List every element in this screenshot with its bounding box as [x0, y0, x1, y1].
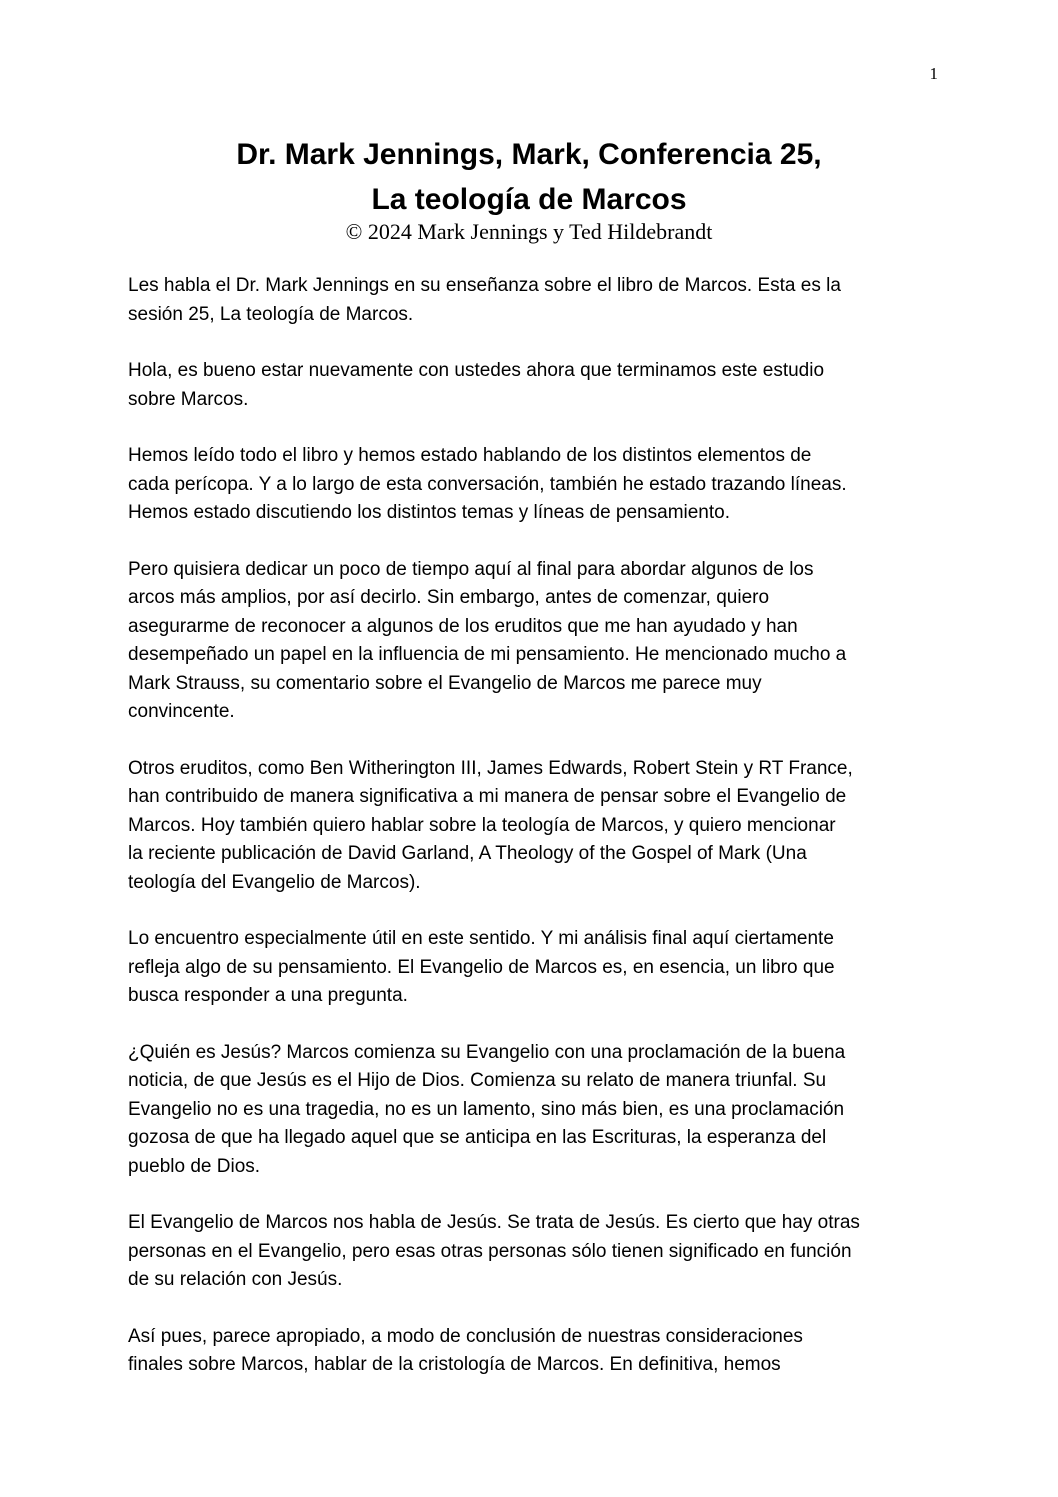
paragraph-line: ¿Quién es Jesús? Marcos comienza su Evangelio con una proclamación de la buena — [128, 1041, 846, 1063]
paragraph-line: Hemos estado discutiendo los distintos temas y líneas de pensamiento. — [128, 502, 730, 523]
paragraph-line: Hola, es bueno estar nuevamente con ustedes ahora que terminamos este estudio — [128, 360, 825, 381]
paragraph — [128, 357, 930, 414]
paragraph-line: han contribuido de manera significativa a mi manera de pensar sobre el Evangelio de — [128, 786, 847, 807]
document-header — [100, 132, 958, 246]
paragraph — [128, 925, 930, 1011]
paragraph-line: Mark Strauss, su comentario sobre el Evangelio de Marcos me parece muy — [128, 672, 762, 694]
paragraph-line: busca responder a una pregunta. — [128, 985, 408, 1006]
paragraph-line: Así pues, parece apropiado, a modo de conclusión de nuestras consideraciones — [128, 1325, 803, 1347]
paragraph-line: finales sobre Marcos, hablar de la cristología de Marcos. En definitiva, hemos — [128, 1354, 781, 1375]
paragraph-line: la reciente publicación de David Garland, A Theology of the Gospel of Mark (Una — [128, 843, 807, 864]
paragraph — [128, 272, 930, 329]
paragraph-line: pueblo de Dios. — [128, 1155, 261, 1177]
paragraph-line: Les habla el Dr. Mark Jennings en su enseñanza sobre el libro de Marcos. Esta es la — [128, 275, 841, 296]
copyright-notice: © 2024 Mark Jennings y Ted Hildebrandt — [345, 219, 713, 244]
paragraph — [128, 556, 930, 727]
paragraph-line: convincente. — [128, 701, 235, 722]
paragraph-line: Otros eruditos, como Ben Witherington III, James Edwards, Robert Stein y RT France, — [128, 757, 853, 779]
paragraph-line: cada perícopa. Y a lo largo de esta conversación, también he estado trazando líneas. — [128, 473, 847, 495]
paragraph-line: Marcos. Hoy también quiero hablar sobre la teología de Marcos, y quiero mencionar — [128, 814, 836, 836]
paragraph — [128, 1323, 930, 1380]
paragraph-line: arcos más amplios, por así decirlo. Sin embargo, antes de comenzar, quiero — [128, 587, 770, 608]
paragraph-line: Evangelio no es una tragedia, no es un lamento, sino más bien, es una proclamación — [128, 1098, 845, 1120]
paragraph-line: Hemos leído todo el libro y hemos estado hablando de los distintos elementos de — [128, 445, 812, 466]
paragraph-line: refleja algo de su pensamiento. El Evangelio de Marcos es, en esencia, un libro que — [128, 956, 835, 978]
paragraph-line: Lo encuentro especialmente útil en este sentido. Y mi análisis final aquí ciertamente — [128, 928, 834, 949]
paragraph-line: asegurarme de reconocer a algunos de los eruditos que me han ayudado y han — [128, 615, 798, 637]
paragraph-line: teología del Evangelio de Marcos). — [128, 871, 421, 893]
document-title-line-1: Dr. Mark Jennings, Mark, Conferencia 25, — [236, 138, 822, 171]
paragraph-line: de su relación con Jesús. — [128, 1269, 343, 1290]
paragraph-line: Pero quisiera dedicar un poco de tiempo aquí al final para abordar algunos de los — [128, 558, 814, 580]
paragraph-line: desempeñado un papel en la influencia de mi pensamiento. He mencionado mucho a — [128, 644, 847, 665]
page-number: 1 — [929, 64, 938, 83]
document-title-line-2: La teología de Marcos — [371, 183, 687, 216]
paragraph-line: El Evangelio de Marcos nos habla de Jesús. Se trata de Jesús. Es cierto que hay otras — [128, 1212, 860, 1233]
paragraph-line: sesión 25, La teología de Marcos. — [128, 303, 414, 325]
paragraph-line: gozosa de que ha llegado aquel que se anticipa en las Escrituras, la esperanza del — [128, 1127, 827, 1148]
paragraph-line: noticia, de que Jesús es el Hijo de Dios. Comienza su relato de manera triunfal. Su — [128, 1070, 827, 1091]
paragraph-line: personas en el Evangelio, pero esas otras personas sólo tienen significado en función — [128, 1240, 852, 1262]
paragraph-line: sobre Marcos. — [128, 388, 249, 410]
paragraph — [128, 1209, 930, 1295]
paragraph — [128, 755, 930, 898]
paragraph — [128, 1039, 930, 1182]
document-body — [128, 272, 930, 1408]
paragraph — [128, 442, 930, 528]
